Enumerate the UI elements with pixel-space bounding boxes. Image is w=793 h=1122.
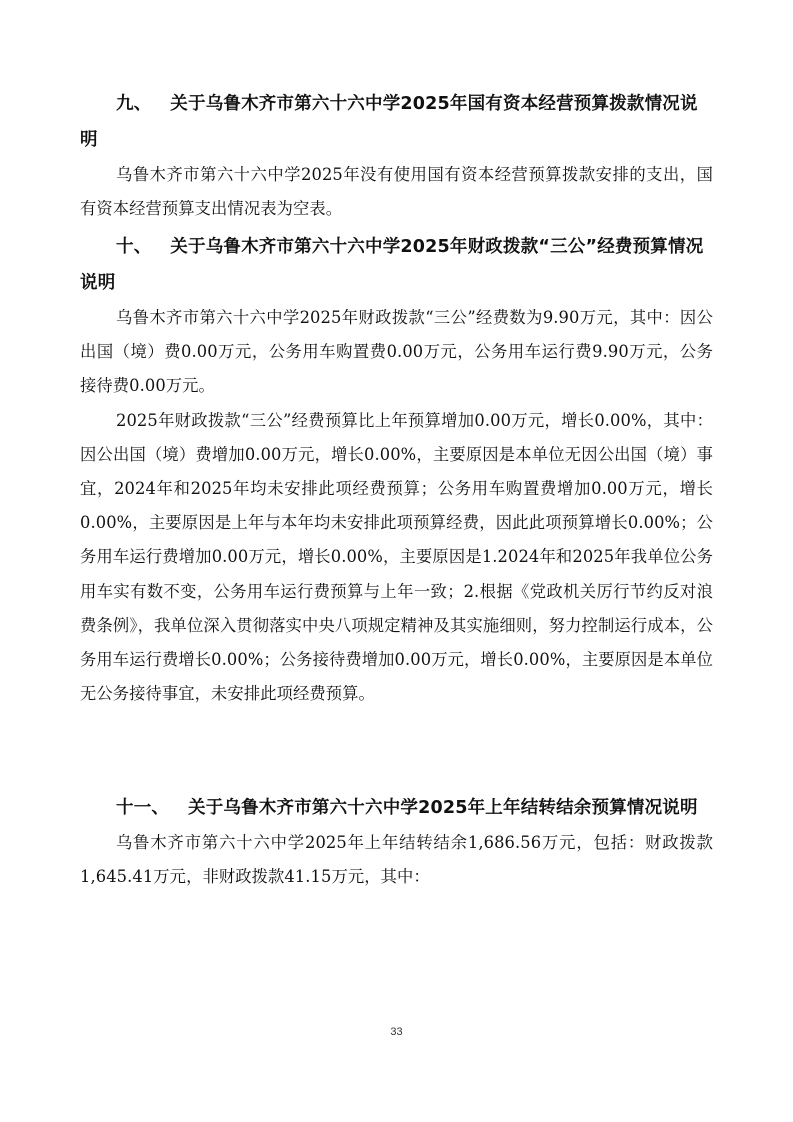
paragraph: 乌鲁木齐市第六十六中学2025年没有使用国有资本经营预算拨款安排的支出，国有资本经营预算支出情况表为空表。	[80, 165, 713, 219]
paragraph: 乌鲁木齐市第六十六中学2025年上年结转结余1,686.56万元，包括：财政拨款1,645.41万元，非财政拨款41.15万元，其中：	[80, 833, 713, 887]
section-number: 九、	[116, 94, 152, 114]
section-title: 关于乌鲁木齐市第六十六中学2025年上年结转结余预算情况说明	[188, 798, 698, 818]
section-title: 关于乌鲁木齐市第六十六中学2025年国有资本经营预算拨款情况说明	[80, 94, 698, 150]
section-11	[80, 790, 713, 894]
section-number: 十一、	[116, 798, 170, 818]
section-number: 十、	[116, 237, 152, 257]
section-heading	[80, 229, 713, 301]
section-heading	[80, 790, 713, 826]
paragraph: 乌鲁木齐市第六十六中学2025年财政拨款“三公”经费数为9.90万元，其中：因公出国（境）费0.00万元，公务用车购置费0.00万元，公务用车运行费9.90万元，公务接待费0.00万元。	[80, 308, 713, 396]
page-number: 33	[390, 1026, 403, 1038]
section-title: 关于乌鲁木齐市第六十六中学2025年财政拨款“三公”经费预算情况说明	[80, 237, 704, 293]
section-9	[80, 86, 713, 226]
section-heading	[80, 86, 713, 158]
section-10	[80, 229, 713, 711]
paragraph: 2025年财政拨款“三公”经费预算比上年预算增加0.00万元，增长0.00%，其中：因公出国（境）费增加0.00万元，增长0.00%，主要原因是本单位无因公出国（境）事宜，2024年和2025年均未安排此项经费预算；公务用车购置费增加0.00万元，增长0.00%，主要原因是上年与本年均未安排此项预算经费，因此此项预算增长0.00%；公务用车运行费增加0.00万元，增长0.00%，主要原因是1.2024年和2025年我单位公务用车实有数不变，公务用车运行费预算与上年一致；2.根据《党政机关厉行节约反对浪费条例》，我单位深入贯彻落实中央八项规定精神及其实施细则，努力控制运行成本，公务用车运行费增长0.00%；公务接待费增加0.00万元，增长0.00%，主要原因是本单位无公务接待事宜，未安排此项经费预算。	[80, 410, 713, 704]
